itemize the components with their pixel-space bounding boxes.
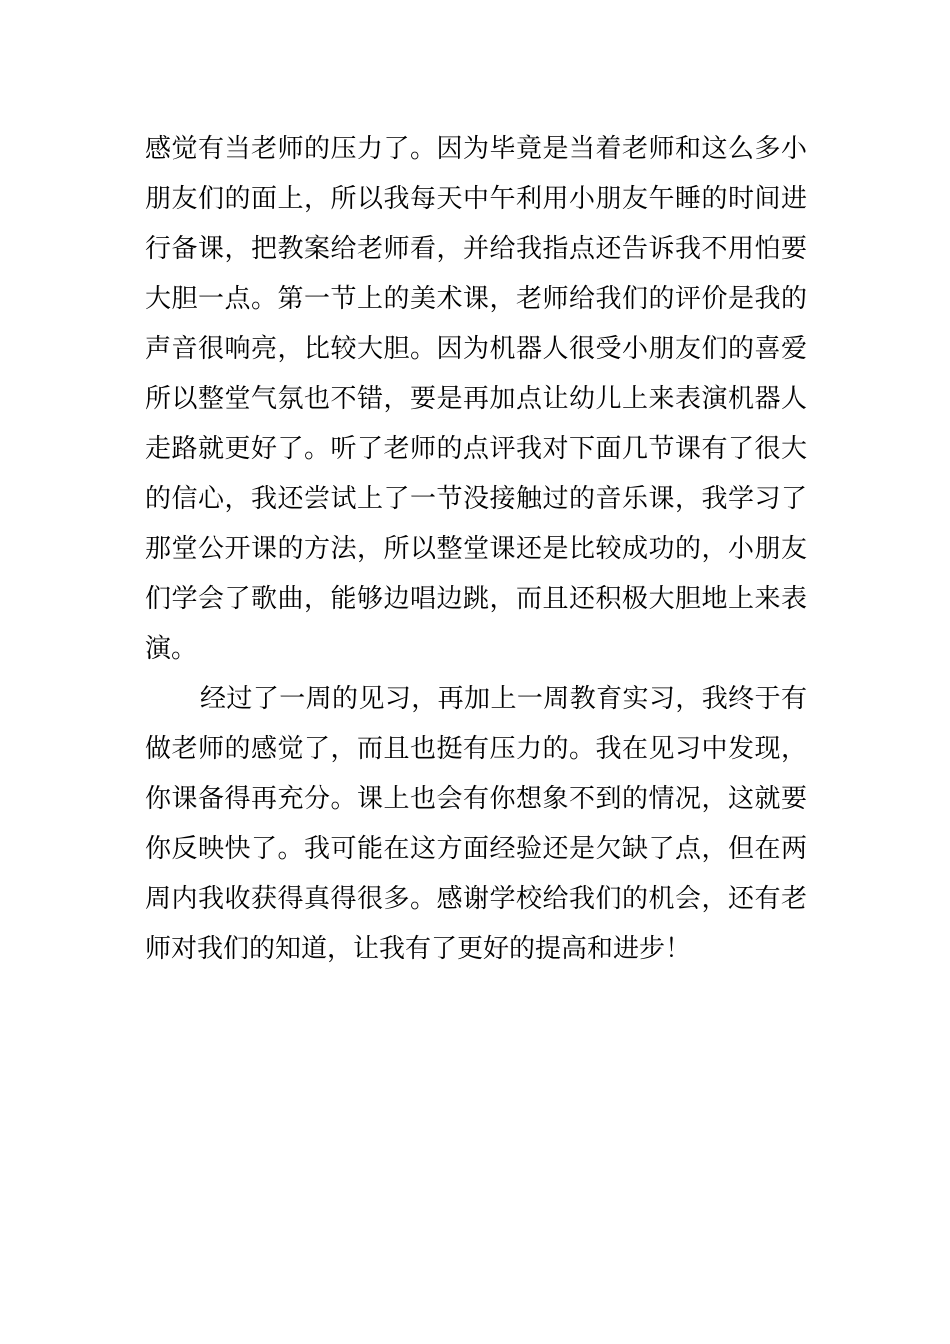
paragraph-2: 经过了一周的见习，再加上一周教育实习，我终于有做老师的感觉了，而且也挺有压力的。我在见习中发现，你课备得再充分。课上也会有你想象不到的情况，这就要你反映快了。我可能在这方面经验还是欠缺了点，但在两周内我收获得真得很多。感谢学校给我们的机会，还有老师对我们的知道，让我有了更好的提高和进步！ — [145, 684, 807, 964]
paragraph-1: 感觉有当老师的压力了。因为毕竟是当着老师和这么多小朋友们的面上，所以我每天中午利用小朋友午睡的时间进行备课，把教案给老师看，并给我指点还告诉我不用怕要大胆一点。第一节上的美术课，老师给我们的评价是我的声音很响亮，比较大胆。因为机器人很受小朋友们的喜爱所以整堂气氛也不错，要是再加点让幼儿上来表演机器人走路就更好了。听了老师的点评我对下面几节课有了很大的信心，我还尝试上了一节没接触过的音乐课，我学习了那堂公开课的方法，所以整堂课还是比较成功的，小朋友们学会了歌曲，能够边唱边跳，而且还积极大胆地上来表演。 — [145, 134, 807, 664]
document-body — [145, 124, 807, 974]
